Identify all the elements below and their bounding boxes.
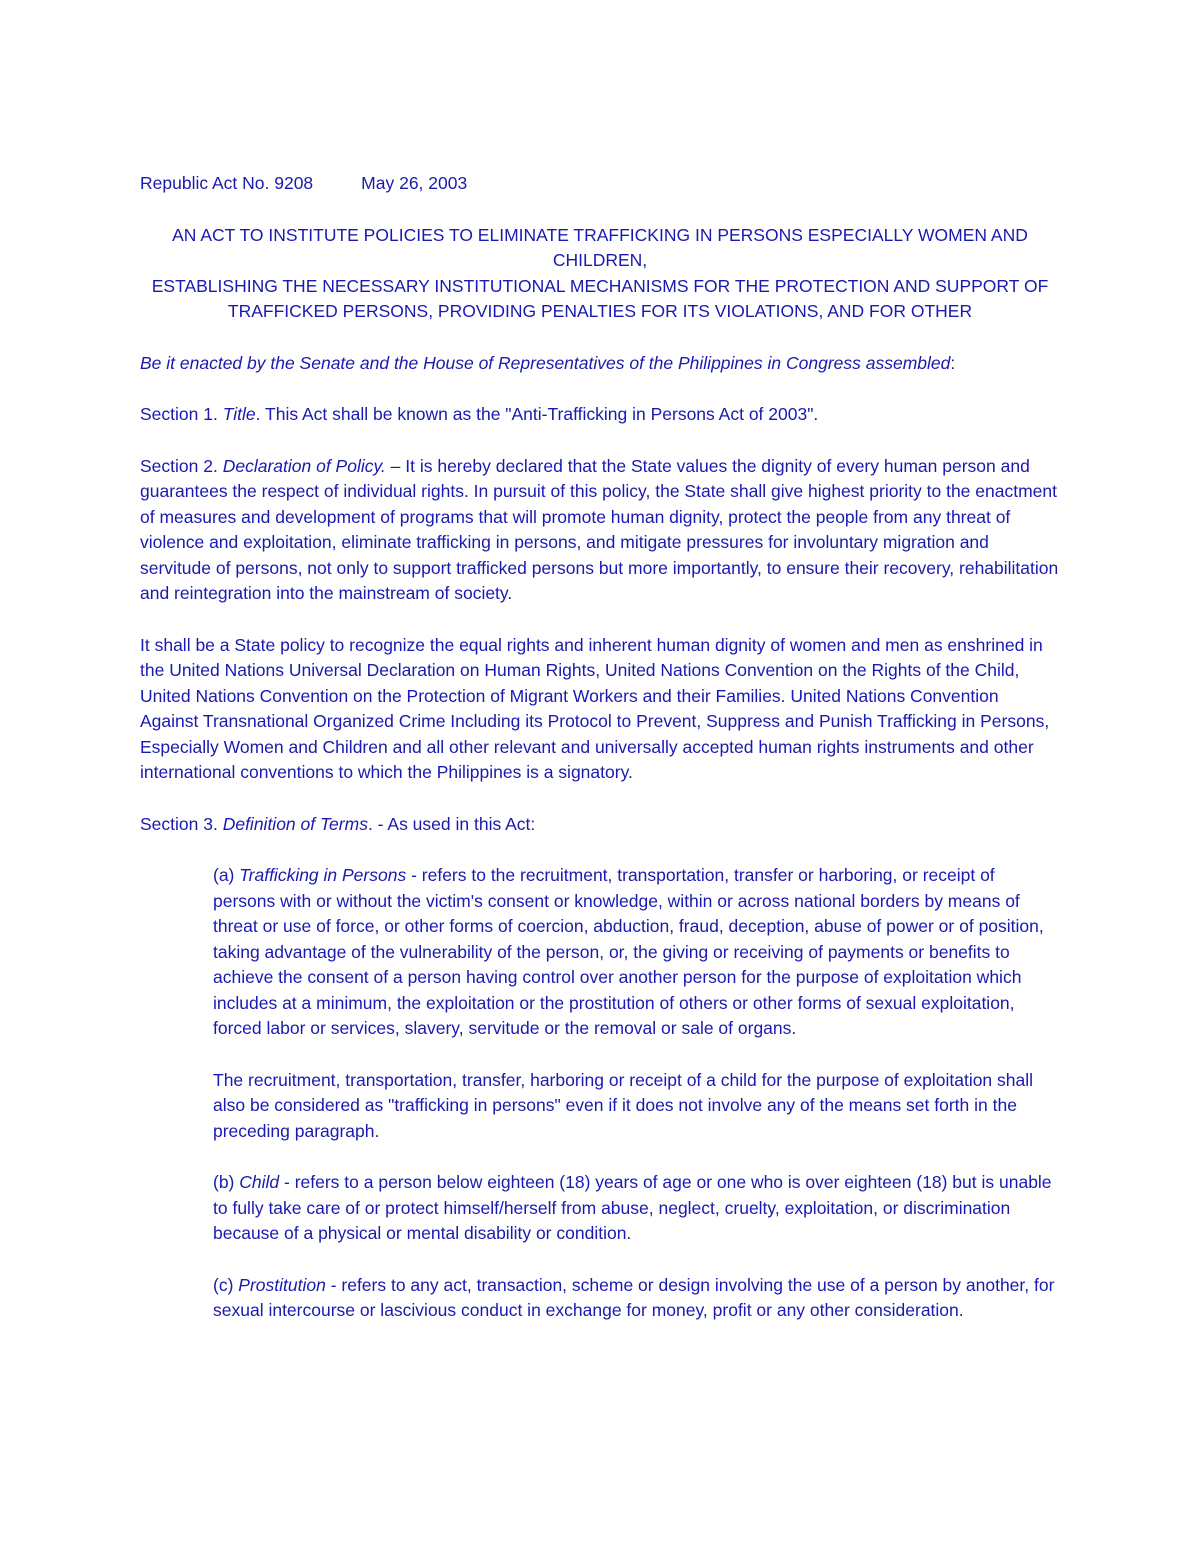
enacting-clause [140, 351, 1060, 377]
section-2-paragraph-2: It shall be a State policy to recognize the equal rights and inherent human dignity of women and men as enshrined in the United Nations Universal Declaration on Human Rights, United Nations Convention on the Rights of the Child, United Nations Convention on the Protection of Migrant Workers and their Families. United Nations Convention Against Transnational Organized Crime Including its Protocol to Prevent, Suppress and Punish Trafficking in Persons, Especially Women and Children and all other relevant and universally accepted human rights instruments and other international conventions to which the Philippines is a signatory. [140, 634, 1050, 782]
section-label: Section 2. [140, 455, 223, 476]
definition-text: - refers to a person below eighteen (18) years of age or one who is over eighteen (18) but is unable to fully take care of or protect himself/herself from abuse, neglect, cruelty, exploitation, or discrimination because of a physical or mental disability or condition. [213, 1172, 1052, 1243]
section-2 [140, 454, 1060, 607]
definition-c [213, 1273, 1060, 1324]
definition-letter: (b) [213, 1172, 240, 1192]
section-label: Section 3. [140, 813, 223, 834]
act-date: May 26, 2003 [361, 173, 468, 193]
section-label: Section 1. [140, 404, 223, 424]
act-title-line: AN ACT TO INSTITUTE POLICIES TO ELIMINATE TRAFFICKING IN PERSONS ESPECIALLY WOMEN AND CHILDREN, [172, 224, 1028, 270]
definition-text: - refers to any act, transaction, scheme or design involving the use of a person by another, for sexual intercourse or lascivious conduct in exchange for money, profit or any other consideration. [213, 1274, 1055, 1320]
section-3 [140, 812, 1060, 838]
definition-term: Trafficking in Persons [239, 865, 407, 885]
act-title-line: TRAFFICKED PERSONS, PROVIDING PENALTIES FOR ITS VIOLATIONS, AND FOR OTHER [227, 301, 973, 321]
act-title-line: ESTABLISHING THE NECESSARY INSTITUTIONAL MECHANISMS FOR THE PROTECTION AND SUPPORT OF [151, 275, 1049, 296]
definition-a [213, 863, 1060, 1042]
document-page [140, 171, 1060, 1324]
section-text: . - As used in this Act: [367, 813, 536, 834]
enacting-clause-colon: : [950, 352, 956, 373]
act-title [140, 223, 1060, 325]
document-header [140, 171, 1060, 197]
definition-b [213, 1170, 1060, 1247]
definition-letter: (a) [213, 865, 240, 885]
definition-a-paragraph-2: The recruitment, transportation, transfer, harboring or receipt of a child for the purpose of exploitation shall also be considered as "trafficking in persons" even if it does not involve any of the means set forth in the preceding paragraph. [213, 1069, 1034, 1141]
section-text: . This Act shall be known as the "Anti-Trafficking in Persons Act of 2003". [255, 404, 819, 424]
section-heading: Declaration of Policy. [222, 455, 386, 476]
definition-letter: (c) [213, 1274, 239, 1295]
enacting-clause-text: Be it enacted by the Senate and the House of Representatives of the Philippines in Congress assembled [140, 352, 951, 373]
definition-term: Child [239, 1172, 280, 1192]
section-heading: Definition of Terms [222, 813, 368, 834]
section-text: – It is hereby declared that the State values the dignity of every human person and guarantees the respect of individual rights. In pursuit of this policy, the State shall give highest priority to the enactment of measures and development of programs that will promote human dignity, protect the people from any threat of violence and exploitation, eliminate trafficking in persons, and mitigate pressures for involuntary migration and servitude of persons, not only to support trafficked persons but more importantly, to ensure their recovery, rehabilitation and reintegration into the mainstream of society. [140, 455, 1059, 603]
section-heading: Title [222, 404, 256, 424]
definition-term: Prostitution [238, 1274, 326, 1295]
definition-text: - refers to the recruitment, transportation, transfer or harboring, or receipt of persons with or without the victim's consent or knowledge, within or across national borders by means of threat or use of force, or other forms of coercion, abduction, fraud, deception, abuse of power or of position, taking advantage of the vulnerability of the person, or, the giving or receiving of payments or benefits to achieve the consent of a person having control over another person for the purpose of exploitation which includes at a minimum, the exploitation or the prostitution of others or other forms of sexual exploitation, forced labor or services, slavery, servitude or the removal or sale of organs. [213, 865, 1044, 1038]
section-1 [140, 402, 1060, 428]
act-number: Republic Act No. 9208 [140, 173, 314, 193]
